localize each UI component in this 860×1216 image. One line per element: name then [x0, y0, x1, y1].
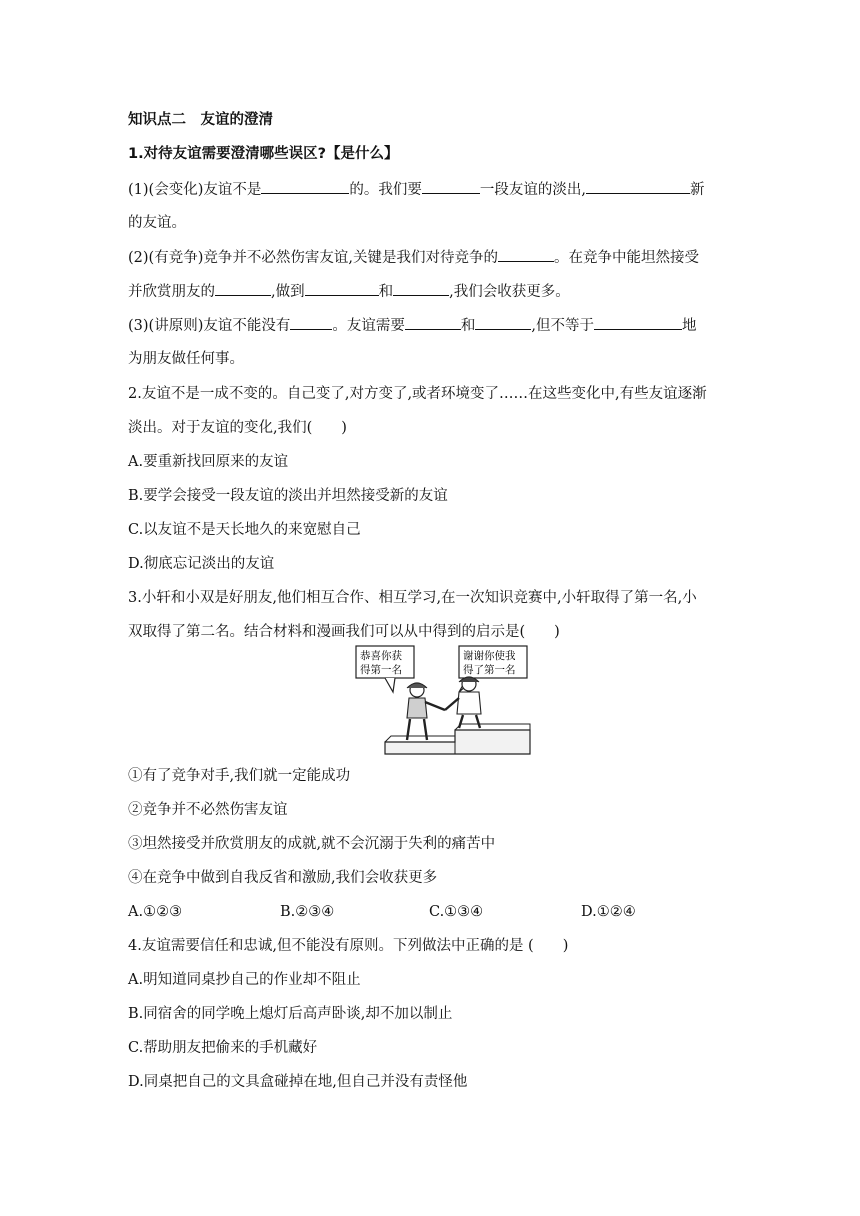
fill-blank[interactable] [586, 179, 690, 194]
fill-blank[interactable] [422, 179, 480, 194]
q2-option-a[interactable]: A.要重新找回原来的友谊 [128, 454, 289, 470]
q1-item2-text-c: 并欣赏朋友的 [128, 284, 215, 300]
q3-choice-d[interactable]: D.①②④ [581, 904, 636, 920]
q3-choice-c[interactable]: C.①③④ [429, 904, 484, 920]
q4-option-d[interactable]: D.同桌把自己的文具盒碰掉在地,但自己并没有责怪他 [128, 1074, 468, 1090]
question-2-stem-line2: 淡出。对于友谊的变化,我们( ) [128, 420, 347, 436]
question-4-stem: 4.友谊需要信任和忠诚,但不能没有原则。下列做法中正确的是 ( ) [128, 938, 569, 954]
q1-item1-text-d: 新 [689, 182, 705, 198]
q1-item3-text-d: ,但不等于 [531, 318, 594, 334]
left-bubble-line2: 得第一名 [360, 664, 402, 676]
q3-statement-3: ③坦然接受并欣赏朋友的成就,就不会沉溺于失利的痛苦中 [128, 836, 496, 852]
q3-statement-1: ①有了竞争对手,我们就一定能成功 [128, 768, 351, 784]
q1-item3-text-e: 地 [681, 318, 697, 334]
second-place-figure [407, 683, 445, 740]
q4-option-c[interactable]: C.帮助朋友把偷来的手机藏好 [128, 1040, 318, 1056]
q1-item2-text-d: ,做到 [271, 284, 305, 300]
q1-item2-text-e: 和 [378, 284, 394, 300]
q1-item1-text-b: 的。我们要 [349, 182, 422, 198]
fill-blank[interactable] [290, 315, 332, 330]
q1-item3-text-c: 和 [460, 318, 476, 334]
q1-item2-text-b: 。在竞争中能坦然接受 [553, 250, 699, 266]
question-3-stem-line1: 3.小轩和小双是好朋友,他们相互合作、相互学习,在一次知识竞赛中,小轩取得了第一名,小 [128, 590, 697, 606]
q3-statement-2: ②竞争并不必然伤害友谊 [128, 802, 288, 818]
q1-item1-text-a: (1)(会变化)友谊不是 [128, 182, 262, 198]
q2-option-d[interactable]: D.彻底忘记淡出的友谊 [128, 556, 275, 572]
question-3-stem-line2: 双取得了第二名。结合材料和漫画我们可以从中得到的启示是( ) [128, 624, 560, 640]
section-title: 知识点二 友谊的澄清 [128, 112, 273, 128]
q4-option-a[interactable]: A.明知道同桌抄自己的作业却不阻止 [128, 972, 361, 988]
fill-blank[interactable] [305, 281, 379, 296]
fill-blank[interactable] [261, 179, 349, 194]
left-bubble-line1: 恭喜你获 [360, 650, 402, 662]
q1-item1-text-c: 一段友谊的淡出, [479, 182, 586, 198]
q1-item1-line1 [128, 179, 704, 200]
q1-item3-line1 [128, 315, 696, 336]
q4-option-b[interactable]: B.同宿舍的同学晚上熄灯后高声卧谈,却不加以制止 [128, 1006, 453, 1022]
fill-blank[interactable] [475, 315, 531, 330]
q3-choice-b[interactable]: B.②③④ [280, 904, 335, 920]
right-bubble-line2: 得了第一名 [463, 664, 516, 676]
question-2-stem-line1: 2.友谊不是一成不变的。自己变了,对方变了,或者环境变了……在这些变化中,有些友谊逐渐 [128, 386, 707, 402]
q3-statement-4: ④在竞争中做到自我反省和激励,我们会收获更多 [128, 870, 438, 886]
q1-item2-text-a: (2)(有竞争)竞争并不必然伤害友谊,关键是我们对待竞争的 [128, 250, 498, 266]
fill-blank[interactable] [594, 315, 682, 330]
q1-item1-line2: 的友谊。 [128, 215, 186, 231]
q1-item2-text-f: ,我们会收获更多。 [449, 284, 570, 300]
q2-option-b[interactable]: B.要学会接受一段友谊的淡出并坦然接受新的友谊 [128, 488, 448, 504]
fill-blank[interactable] [498, 247, 554, 262]
fill-blank[interactable] [393, 281, 449, 296]
question-1-title: 1.对待友谊需要澄清哪些误区?【是什么】 [128, 146, 399, 162]
q2-option-c[interactable]: C.以友谊不是天长地久的来宽慰自己 [128, 522, 361, 538]
fill-blank[interactable] [405, 315, 461, 330]
q1-item3-line2: 为朋友做任何事。 [128, 351, 244, 367]
q1-item2-line1 [128, 247, 699, 268]
q3-choice-a[interactable]: A.①②③ [128, 904, 183, 920]
comic-illustration [355, 642, 531, 758]
fill-blank[interactable] [215, 281, 271, 296]
first-place-figure [445, 677, 481, 728]
right-bubble-line1: 谢谢你使我 [463, 650, 516, 662]
left-bubble-tail [385, 678, 395, 692]
q1-item2-line2 [128, 281, 570, 302]
q1-item3-text-b: 。友谊需要 [332, 318, 405, 334]
q1-item3-text-a: (3)(讲原则)友谊不能没有 [128, 318, 291, 334]
